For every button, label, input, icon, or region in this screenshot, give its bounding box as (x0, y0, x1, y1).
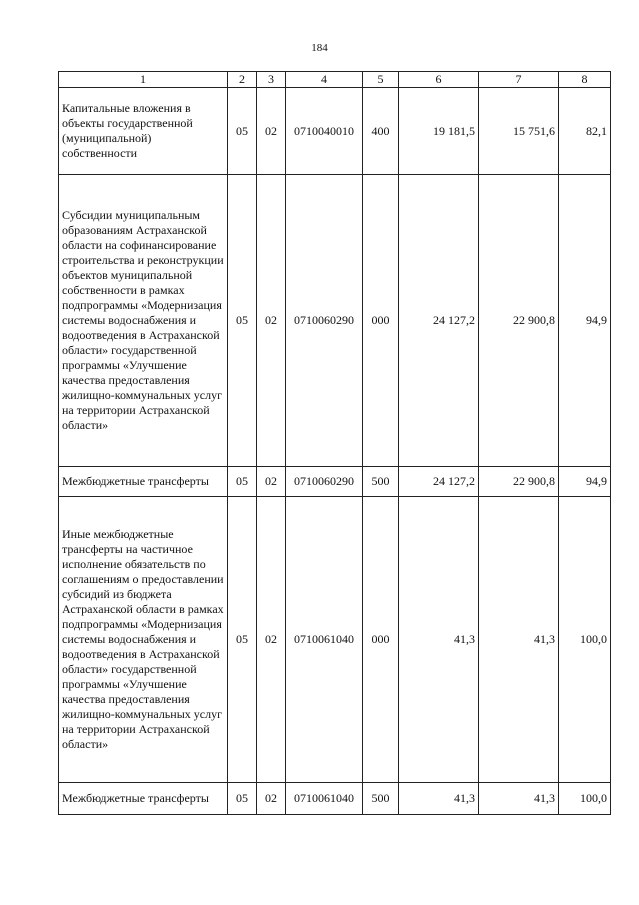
budget-table (58, 71, 611, 815)
table-row (59, 175, 611, 467)
subsection-code: 02 (257, 497, 286, 783)
target-article-code: 0710061040 (286, 497, 363, 783)
planned-amount: 19 181,5 (399, 88, 479, 175)
planned-amount: 41,3 (399, 783, 479, 815)
column-header: 3 (257, 72, 286, 88)
row-description: Субсидии муниципальным образованиям Астраханской области на софинансирование строительства и реконструкции объектов муниципальной собственности в рамках подпрограммы «Модернизация системы водоснабжения и водоотведения в Астраханской области» государственной программы «Улучшение качества предоставления жилищно-коммунальных услуг на территории Астраханской области» (59, 175, 228, 467)
section-code: 05 (228, 175, 257, 467)
expense-type-code: 500 (363, 467, 399, 497)
row-description: Межбюджетные трансферты (59, 783, 228, 815)
section-code: 05 (228, 88, 257, 175)
subsection-code: 02 (257, 467, 286, 497)
planned-amount: 41,3 (399, 497, 479, 783)
expense-type-code: 400 (363, 88, 399, 175)
section-code: 05 (228, 467, 257, 497)
table-row (59, 467, 611, 497)
expense-type-code: 000 (363, 175, 399, 467)
row-description: Межбюджетные трансферты (59, 467, 228, 497)
table-header-row (59, 72, 611, 88)
executed-amount: 15 751,6 (479, 88, 559, 175)
executed-amount: 41,3 (479, 497, 559, 783)
execution-percent: 100,0 (559, 497, 611, 783)
target-article-code: 0710061040 (286, 783, 363, 815)
executed-amount: 22 900,8 (479, 175, 559, 467)
column-header: 8 (559, 72, 611, 88)
column-header: 4 (286, 72, 363, 88)
execution-percent: 82,1 (559, 88, 611, 175)
table-row (59, 497, 611, 783)
planned-amount: 24 127,2 (399, 467, 479, 497)
executed-amount: 41,3 (479, 783, 559, 815)
table-row (59, 783, 611, 815)
execution-percent: 94,9 (559, 175, 611, 467)
expense-type-code: 000 (363, 497, 399, 783)
column-header: 1 (59, 72, 228, 88)
target-article-code: 0710040010 (286, 88, 363, 175)
execution-percent: 100,0 (559, 783, 611, 815)
execution-percent: 94,9 (559, 467, 611, 497)
planned-amount: 24 127,2 (399, 175, 479, 467)
expense-type-code: 500 (363, 783, 399, 815)
section-code: 05 (228, 497, 257, 783)
section-code: 05 (228, 783, 257, 815)
executed-amount: 22 900,8 (479, 467, 559, 497)
subsection-code: 02 (257, 175, 286, 467)
table-row (59, 88, 611, 175)
subsection-code: 02 (257, 783, 286, 815)
column-header: 2 (228, 72, 257, 88)
column-header: 5 (363, 72, 399, 88)
target-article-code: 0710060290 (286, 175, 363, 467)
page-number: 184 (311, 42, 328, 54)
subsection-code: 02 (257, 88, 286, 175)
row-description: Иные межбюджетные трансферты на частичное исполнение обязательств по соглашениям о предоставлении субсидий из бюджета Астраханской области в рамках подпрограммы «Модернизация системы водоснабжения и водоотведения в Астраханской области» государственной программы «Улучшение качества предоставления жилищно-коммунальных услуг на территории Астраханской области» (59, 497, 228, 783)
column-header: 6 (399, 72, 479, 88)
target-article-code: 0710060290 (286, 467, 363, 497)
column-header: 7 (479, 72, 559, 88)
row-description: Капитальные вложения в объекты государственной (муниципальной) собственности (59, 88, 228, 175)
